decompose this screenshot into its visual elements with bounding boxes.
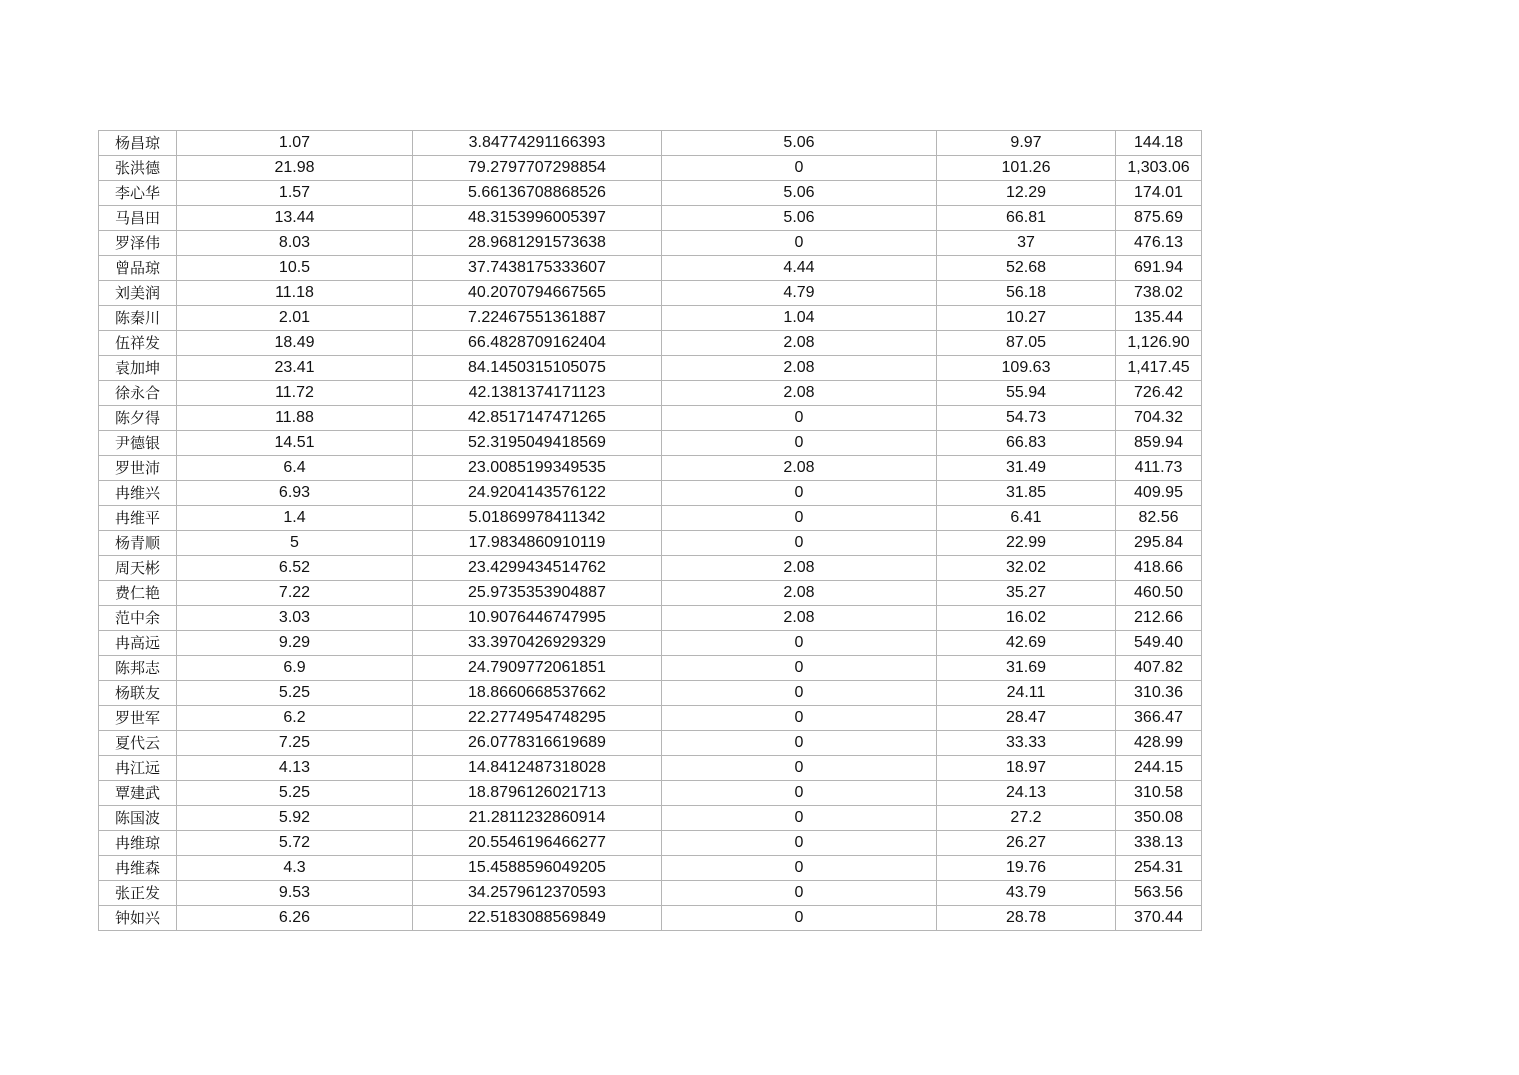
name-cell: 冉维森 — [99, 856, 177, 881]
value-cell-2: 40.2070794667565 — [413, 281, 662, 306]
value-cell-2: 42.8517147471265 — [413, 406, 662, 431]
name-cell: 杨昌琼 — [99, 131, 177, 156]
table-row — [99, 231, 1202, 256]
amount-cell: 460.50 — [1116, 581, 1202, 606]
table-row — [99, 156, 1202, 181]
value-cell-1: 6.52 — [177, 556, 413, 581]
name-cell: 钟如兴 — [99, 906, 177, 931]
name-cell: 马昌田 — [99, 206, 177, 231]
table-row — [99, 131, 1202, 156]
table-row — [99, 181, 1202, 206]
name-cell: 陈国波 — [99, 806, 177, 831]
table-row — [99, 431, 1202, 456]
value-cell-4: 66.81 — [937, 206, 1116, 231]
value-cell-4: 24.13 — [937, 781, 1116, 806]
value-cell-3: 2.08 — [662, 356, 937, 381]
value-cell-4: 19.76 — [937, 856, 1116, 881]
value-cell-3: 0 — [662, 506, 937, 531]
table-row — [99, 606, 1202, 631]
value-cell-4: 16.02 — [937, 606, 1116, 631]
value-cell-4: 22.99 — [937, 531, 1116, 556]
value-cell-3: 0 — [662, 906, 937, 931]
value-cell-4: 28.47 — [937, 706, 1116, 731]
value-cell-4: 24.11 — [937, 681, 1116, 706]
table-row — [99, 681, 1202, 706]
value-cell-3: 0 — [662, 656, 937, 681]
value-cell-3: 0 — [662, 831, 937, 856]
amount-cell: 338.13 — [1116, 831, 1202, 856]
value-cell-2: 37.7438175333607 — [413, 256, 662, 281]
value-cell-1: 21.98 — [177, 156, 413, 181]
value-cell-2: 24.7909772061851 — [413, 656, 662, 681]
amount-cell: 738.02 — [1116, 281, 1202, 306]
value-cell-3: 5.06 — [662, 181, 937, 206]
name-cell: 冉维兴 — [99, 481, 177, 506]
name-cell: 罗世军 — [99, 706, 177, 731]
value-cell-2: 23.0085199349535 — [413, 456, 662, 481]
value-cell-1: 5.72 — [177, 831, 413, 856]
name-cell: 袁加坤 — [99, 356, 177, 381]
value-cell-1: 1.57 — [177, 181, 413, 206]
name-cell: 罗世沛 — [99, 456, 177, 481]
name-cell: 冉维琼 — [99, 831, 177, 856]
value-cell-2: 7.22467551361887 — [413, 306, 662, 331]
value-cell-4: 54.73 — [937, 406, 1116, 431]
name-cell: 陈夕得 — [99, 406, 177, 431]
value-cell-1: 7.25 — [177, 731, 413, 756]
value-cell-3: 2.08 — [662, 606, 937, 631]
value-cell-4: 33.33 — [937, 731, 1116, 756]
value-cell-4: 109.63 — [937, 356, 1116, 381]
value-cell-3: 0 — [662, 731, 937, 756]
value-cell-3: 1.04 — [662, 306, 937, 331]
value-cell-3: 2.08 — [662, 331, 937, 356]
value-cell-2: 34.2579612370593 — [413, 881, 662, 906]
value-cell-1: 1.4 — [177, 506, 413, 531]
table-row — [99, 256, 1202, 281]
value-cell-1: 14.51 — [177, 431, 413, 456]
amount-cell: 1,417.45 — [1116, 356, 1202, 381]
table-row — [99, 406, 1202, 431]
amount-cell: 409.95 — [1116, 481, 1202, 506]
amount-cell: 212.66 — [1116, 606, 1202, 631]
amount-cell: 366.47 — [1116, 706, 1202, 731]
value-cell-1: 6.9 — [177, 656, 413, 681]
value-cell-4: 18.97 — [937, 756, 1116, 781]
table-row — [99, 581, 1202, 606]
value-cell-4: 35.27 — [937, 581, 1116, 606]
value-cell-2: 33.3970426929329 — [413, 631, 662, 656]
amount-cell: 418.66 — [1116, 556, 1202, 581]
value-cell-2: 18.8796126021713 — [413, 781, 662, 806]
name-cell: 夏代云 — [99, 731, 177, 756]
value-cell-3: 0 — [662, 706, 937, 731]
value-cell-2: 24.9204143576122 — [413, 481, 662, 506]
value-cell-2: 3.84774291166393 — [413, 131, 662, 156]
table-row — [99, 781, 1202, 806]
value-cell-4: 28.78 — [937, 906, 1116, 931]
value-cell-1: 10.5 — [177, 256, 413, 281]
value-cell-1: 6.2 — [177, 706, 413, 731]
table-row — [99, 881, 1202, 906]
name-cell: 尹德银 — [99, 431, 177, 456]
amount-cell: 428.99 — [1116, 731, 1202, 756]
value-cell-1: 23.41 — [177, 356, 413, 381]
table-row — [99, 806, 1202, 831]
value-cell-1: 13.44 — [177, 206, 413, 231]
table-row — [99, 556, 1202, 581]
value-cell-4: 32.02 — [937, 556, 1116, 581]
table-row — [99, 756, 1202, 781]
name-cell: 刘美润 — [99, 281, 177, 306]
amount-cell: 310.58 — [1116, 781, 1202, 806]
table-row — [99, 206, 1202, 231]
amount-cell: 411.73 — [1116, 456, 1202, 481]
value-cell-1: 11.18 — [177, 281, 413, 306]
value-cell-1: 2.01 — [177, 306, 413, 331]
value-cell-4: 101.26 — [937, 156, 1116, 181]
value-cell-2: 15.4588596049205 — [413, 856, 662, 881]
value-cell-2: 28.9681291573638 — [413, 231, 662, 256]
value-cell-2: 25.9735353904887 — [413, 581, 662, 606]
data-table — [98, 130, 1202, 931]
table-row — [99, 531, 1202, 556]
value-cell-3: 2.08 — [662, 556, 937, 581]
amount-cell: 691.94 — [1116, 256, 1202, 281]
name-cell: 周天彬 — [99, 556, 177, 581]
name-cell: 陈秦川 — [99, 306, 177, 331]
table-row — [99, 906, 1202, 931]
amount-cell: 144.18 — [1116, 131, 1202, 156]
value-cell-4: 56.18 — [937, 281, 1116, 306]
value-cell-4: 27.2 — [937, 806, 1116, 831]
value-cell-1: 11.88 — [177, 406, 413, 431]
value-cell-3: 2.08 — [662, 581, 937, 606]
amount-cell: 244.15 — [1116, 756, 1202, 781]
name-cell: 陈邦志 — [99, 656, 177, 681]
amount-cell: 82.56 — [1116, 506, 1202, 531]
amount-cell: 875.69 — [1116, 206, 1202, 231]
table-row — [99, 731, 1202, 756]
value-cell-1: 5.92 — [177, 806, 413, 831]
value-cell-3: 0 — [662, 631, 937, 656]
table-row — [99, 856, 1202, 881]
value-cell-4: 52.68 — [937, 256, 1116, 281]
value-cell-3: 0 — [662, 781, 937, 806]
value-cell-1: 4.13 — [177, 756, 413, 781]
value-cell-1: 5.25 — [177, 681, 413, 706]
value-cell-3: 2.08 — [662, 381, 937, 406]
value-cell-1: 9.53 — [177, 881, 413, 906]
value-cell-2: 84.1450315105075 — [413, 356, 662, 381]
value-cell-2: 26.0778316619689 — [413, 731, 662, 756]
value-cell-2: 79.2797707298854 — [413, 156, 662, 181]
table-row — [99, 456, 1202, 481]
table-row — [99, 656, 1202, 681]
name-cell: 张正发 — [99, 881, 177, 906]
value-cell-2: 23.4299434514762 — [413, 556, 662, 581]
amount-cell: 135.44 — [1116, 306, 1202, 331]
name-cell: 冉高远 — [99, 631, 177, 656]
table-row — [99, 381, 1202, 406]
amount-cell: 549.40 — [1116, 631, 1202, 656]
value-cell-1: 6.4 — [177, 456, 413, 481]
value-cell-2: 14.8412487318028 — [413, 756, 662, 781]
value-cell-2: 52.3195049418569 — [413, 431, 662, 456]
name-cell: 徐永合 — [99, 381, 177, 406]
value-cell-1: 11.72 — [177, 381, 413, 406]
name-cell: 罗泽伟 — [99, 231, 177, 256]
name-cell: 杨联友 — [99, 681, 177, 706]
amount-cell: 476.13 — [1116, 231, 1202, 256]
value-cell-2: 66.4828709162404 — [413, 331, 662, 356]
table-row — [99, 631, 1202, 656]
amount-cell: 310.36 — [1116, 681, 1202, 706]
value-cell-4: 42.69 — [937, 631, 1116, 656]
name-cell: 冉江远 — [99, 756, 177, 781]
value-cell-3: 5.06 — [662, 206, 937, 231]
value-cell-4: 31.49 — [937, 456, 1116, 481]
table-row — [99, 831, 1202, 856]
value-cell-4: 87.05 — [937, 331, 1116, 356]
value-cell-1: 18.49 — [177, 331, 413, 356]
value-cell-3: 0 — [662, 481, 937, 506]
name-cell: 范中余 — [99, 606, 177, 631]
value-cell-4: 55.94 — [937, 381, 1116, 406]
value-cell-2: 17.9834860910119 — [413, 531, 662, 556]
table-row — [99, 331, 1202, 356]
value-cell-1: 9.29 — [177, 631, 413, 656]
value-cell-3: 0 — [662, 406, 937, 431]
table-row — [99, 306, 1202, 331]
value-cell-2: 21.2811232860914 — [413, 806, 662, 831]
value-cell-3: 0 — [662, 531, 937, 556]
name-cell: 费仁艳 — [99, 581, 177, 606]
value-cell-4: 6.41 — [937, 506, 1116, 531]
value-cell-4: 26.27 — [937, 831, 1116, 856]
amount-cell: 1,126.90 — [1116, 331, 1202, 356]
amount-cell: 174.01 — [1116, 181, 1202, 206]
amount-cell: 407.82 — [1116, 656, 1202, 681]
value-cell-2: 42.1381374171123 — [413, 381, 662, 406]
name-cell: 冉维平 — [99, 506, 177, 531]
value-cell-1: 7.22 — [177, 581, 413, 606]
value-cell-3: 0 — [662, 156, 937, 181]
amount-cell: 859.94 — [1116, 431, 1202, 456]
value-cell-3: 0 — [662, 881, 937, 906]
value-cell-2: 10.9076446747995 — [413, 606, 662, 631]
amount-cell: 254.31 — [1116, 856, 1202, 881]
value-cell-2: 5.66136708868526 — [413, 181, 662, 206]
value-cell-1: 1.07 — [177, 131, 413, 156]
amount-cell: 704.32 — [1116, 406, 1202, 431]
value-cell-4: 31.85 — [937, 481, 1116, 506]
value-cell-3: 4.79 — [662, 281, 937, 306]
amount-cell: 370.44 — [1116, 906, 1202, 931]
value-cell-1: 5.25 — [177, 781, 413, 806]
name-cell: 伍祥发 — [99, 331, 177, 356]
value-cell-1: 6.26 — [177, 906, 413, 931]
value-cell-2: 20.5546196466277 — [413, 831, 662, 856]
value-cell-1: 3.03 — [177, 606, 413, 631]
value-cell-1: 6.93 — [177, 481, 413, 506]
name-cell: 覃建武 — [99, 781, 177, 806]
value-cell-4: 43.79 — [937, 881, 1116, 906]
value-cell-3: 0 — [662, 856, 937, 881]
table-row — [99, 706, 1202, 731]
value-cell-1: 5 — [177, 531, 413, 556]
value-cell-2: 22.2774954748295 — [413, 706, 662, 731]
value-cell-4: 10.27 — [937, 306, 1116, 331]
value-cell-4: 37 — [937, 231, 1116, 256]
value-cell-2: 5.01869978411342 — [413, 506, 662, 531]
value-cell-2: 48.3153996005397 — [413, 206, 662, 231]
value-cell-4: 66.83 — [937, 431, 1116, 456]
value-cell-1: 8.03 — [177, 231, 413, 256]
value-cell-4: 9.97 — [937, 131, 1116, 156]
amount-cell: 726.42 — [1116, 381, 1202, 406]
table-row — [99, 281, 1202, 306]
name-cell: 曾品琼 — [99, 256, 177, 281]
value-cell-1: 4.3 — [177, 856, 413, 881]
value-cell-2: 18.8660668537662 — [413, 681, 662, 706]
value-cell-3: 0 — [662, 681, 937, 706]
amount-cell: 350.08 — [1116, 806, 1202, 831]
name-cell: 杨青顺 — [99, 531, 177, 556]
table-row — [99, 506, 1202, 531]
amount-cell: 563.56 — [1116, 881, 1202, 906]
value-cell-4: 12.29 — [937, 181, 1116, 206]
amount-cell: 295.84 — [1116, 531, 1202, 556]
value-cell-4: 31.69 — [937, 656, 1116, 681]
value-cell-3: 5.06 — [662, 131, 937, 156]
value-cell-3: 0 — [662, 231, 937, 256]
table-body — [99, 131, 1202, 931]
value-cell-3: 4.44 — [662, 256, 937, 281]
name-cell: 李心华 — [99, 181, 177, 206]
value-cell-2: 22.5183088569849 — [413, 906, 662, 931]
table-row — [99, 356, 1202, 381]
value-cell-3: 0 — [662, 756, 937, 781]
value-cell-3: 0 — [662, 806, 937, 831]
name-cell: 张洪德 — [99, 156, 177, 181]
table-row — [99, 481, 1202, 506]
amount-cell: 1,303.06 — [1116, 156, 1202, 181]
value-cell-3: 0 — [662, 431, 937, 456]
value-cell-3: 2.08 — [662, 456, 937, 481]
